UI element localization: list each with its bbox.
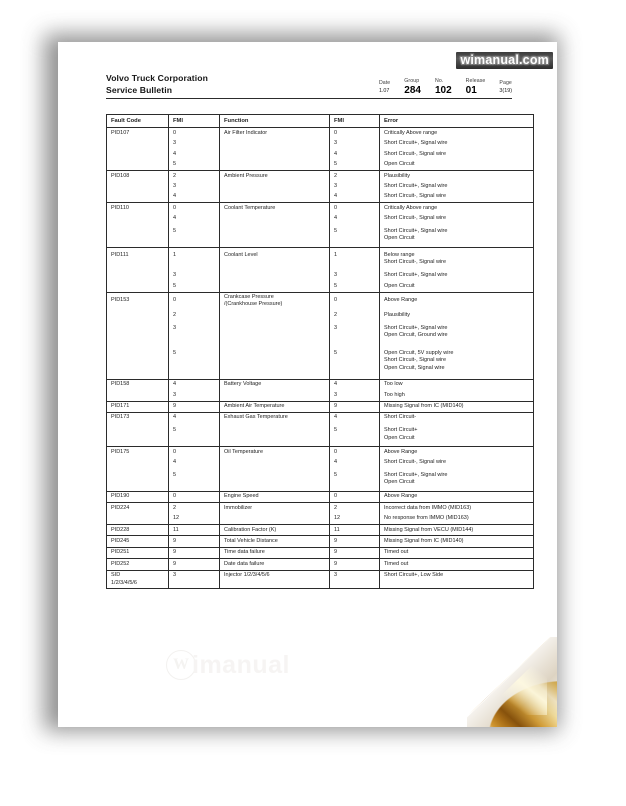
- cell-fault-code: [107, 423, 169, 446]
- cell-fmi-left: 4: [169, 214, 220, 224]
- cell-error-line: Short Circuit+, Low Side: [384, 572, 444, 579]
- cell-fault-code: PID228: [107, 525, 169, 536]
- cell-fmi-left: 3: [169, 271, 220, 281]
- table-row: [107, 310, 534, 320]
- table-row: [107, 149, 534, 159]
- table-row: [107, 423, 534, 446]
- table-row: [107, 214, 534, 224]
- cell-fmi-right: 4: [330, 149, 380, 159]
- cell-error-line: Below range: [384, 251, 415, 258]
- cell-fmi-left: 1: [169, 247, 220, 270]
- cell-error-line: Short Circuit+, Signal wire: [384, 324, 448, 331]
- cell-fmi-left: 0: [169, 128, 220, 139]
- cell-fmi-left: 3: [169, 321, 220, 344]
- cell-fmi-left: 3: [169, 181, 220, 191]
- cell-error-line: Short Circuit+: [384, 427, 418, 434]
- cell-error: [380, 503, 534, 514]
- cell-fault-code: PID171: [107, 401, 169, 412]
- cell-error-line: Open Circuit: [384, 282, 415, 289]
- cell-error: [380, 214, 534, 224]
- meta-label: Page: [499, 80, 512, 86]
- cell-fmi-right: 5: [330, 423, 380, 446]
- cell-error-line: Open Circuit: [384, 161, 415, 168]
- cell-fault-code: PID108: [107, 171, 169, 182]
- table-row: [107, 491, 534, 502]
- cell-fmi-right: 1: [330, 247, 380, 270]
- cell-fmi-right: 3: [330, 139, 380, 149]
- cell-fault-code: [107, 514, 169, 525]
- cell-function: Time data failure: [220, 547, 330, 558]
- cell-error: [380, 247, 534, 270]
- cell-fault-code: [107, 149, 169, 159]
- cell-fmi-left: 9: [169, 401, 220, 412]
- table-row: [107, 503, 534, 514]
- cell-fault-code: [107, 281, 169, 292]
- cell-error: [380, 192, 534, 203]
- cell-fault-code: [107, 310, 169, 320]
- header-meta-release: [466, 78, 486, 96]
- company-name: Volvo Truck Corporation: [106, 73, 208, 83]
- cell-error-line: Missing Signal from IC (MID140): [384, 403, 464, 410]
- cell-fault-code: PID251: [107, 547, 169, 558]
- cell-fmi-left: 9: [169, 547, 220, 558]
- header-divider-rule: [106, 98, 512, 99]
- cell-fault-code: [107, 139, 169, 149]
- cell-error: [380, 390, 534, 401]
- cell-error: [380, 292, 534, 310]
- cell-fmi-right: 0: [330, 491, 380, 502]
- page-curl-body: [467, 637, 557, 727]
- ghost-watermark-text: imanual: [192, 650, 290, 679]
- cell-error: [380, 491, 534, 502]
- cell-error-line: Above Range: [384, 296, 418, 303]
- cell-error-line: Short Circuit-, Signal wire: [384, 150, 447, 157]
- cell-fault-code: PID175: [107, 447, 169, 458]
- header-meta-page: [499, 80, 512, 96]
- table-row: [107, 271, 534, 281]
- table-row: [107, 171, 534, 182]
- cell-error-line: Above Range: [384, 493, 418, 500]
- cell-error-line: Open Circuit: [384, 434, 415, 441]
- cell-fmi-left: 2: [169, 310, 220, 320]
- cell-error: [380, 570, 534, 589]
- cell-fmi-left: 5: [169, 423, 220, 446]
- cell-fault-code-line: 1/2/3/4/5/6: [111, 579, 137, 586]
- cell-fault-code: [107, 458, 169, 468]
- header-meta-fields: [379, 78, 512, 96]
- cell-fmi-right: 12: [330, 514, 380, 525]
- cell-function: [220, 423, 330, 446]
- cell-fmi-right: 9: [330, 547, 380, 558]
- cell-fmi-left: 3: [169, 390, 220, 401]
- fault-code-table: [106, 114, 534, 589]
- page-curl-shadow: [467, 637, 557, 727]
- cell-error-line: Timed out: [384, 549, 409, 556]
- column-header-fmi-right: FMI: [330, 115, 380, 128]
- cell-fmi-right: 2: [330, 171, 380, 182]
- cell-fault-code: [107, 390, 169, 401]
- cell-error: [380, 559, 534, 570]
- cell-error: [380, 514, 534, 525]
- cell-function-line: Crankcase Pressure: [224, 294, 274, 300]
- cell-function: Air Filter Indicator: [220, 128, 330, 139]
- cell-error-line: Critically Above range: [384, 204, 438, 211]
- cell-fmi-right: 4: [330, 458, 380, 468]
- cell-function: Coolant Temperature: [220, 203, 330, 214]
- cell-fmi-left: 4: [169, 458, 220, 468]
- cell-fmi-left: 3: [169, 139, 220, 149]
- cell-fault-code: PID224: [107, 503, 169, 514]
- cell-fmi-left: 5: [169, 224, 220, 247]
- cell-fmi-right: 4: [330, 412, 380, 423]
- site-url-watermark: wimanual.com: [456, 52, 553, 69]
- cell-error: [380, 321, 534, 344]
- meta-label: Release: [465, 78, 486, 84]
- cell-function: Battery Voltage: [220, 379, 330, 390]
- cell-function: [220, 224, 330, 247]
- cell-function: [220, 214, 330, 224]
- cell-function: [220, 181, 330, 191]
- cell-function-line: /(Crankhouse Pressure): [224, 301, 283, 308]
- cell-error: [380, 281, 534, 292]
- cell-error-line: Short Circuit-, Signal wire: [384, 459, 447, 466]
- cell-error: [380, 149, 534, 159]
- table-row: [107, 281, 534, 292]
- cell-fault-code: PID111: [107, 247, 169, 270]
- cell-fmi-left: 5: [169, 468, 220, 491]
- cell-fmi-right: 9: [330, 536, 380, 547]
- document-type: Service Bulletin: [106, 84, 173, 95]
- header-meta-date: [379, 80, 390, 96]
- cell-error: [380, 468, 534, 491]
- table-row: [107, 160, 534, 171]
- cell-fmi-left: 11: [169, 525, 220, 536]
- cell-fmi-left: 0: [169, 491, 220, 502]
- cell-function: Ambient Air Temperature: [220, 401, 330, 412]
- cell-fmi-right: 0: [330, 128, 380, 139]
- meta-value: 1.07: [378, 88, 390, 94]
- cell-error-line: Short Circuit-, Signal wire: [384, 259, 447, 266]
- cell-fmi-right: 5: [330, 468, 380, 491]
- bulletin-title-block: [106, 73, 208, 96]
- cell-fmi-right: 0: [330, 292, 380, 310]
- fault-table-body: [107, 128, 534, 589]
- cell-fault-code: [107, 321, 169, 344]
- header-meta-group: [404, 78, 421, 96]
- cell-fmi-right: 9: [330, 559, 380, 570]
- cell-fmi-left: 2: [169, 171, 220, 182]
- cell-fault-code: [107, 224, 169, 247]
- cell-error: [380, 181, 534, 191]
- table-row: [107, 468, 534, 491]
- cell-error-line: Too low: [384, 381, 403, 388]
- cell-error: [380, 525, 534, 536]
- cell-function: [220, 310, 330, 320]
- cell-error: [380, 458, 534, 468]
- cell-fmi-left: 0: [169, 203, 220, 214]
- table-row: [107, 224, 534, 247]
- cell-function: Immobilizer: [220, 503, 330, 514]
- bulletin-header: [106, 73, 512, 96]
- cell-function: [220, 160, 330, 171]
- cell-fault-code: [107, 468, 169, 491]
- cell-fault-code: [107, 160, 169, 171]
- cell-function: [220, 192, 330, 203]
- cell-function: [220, 344, 330, 380]
- cell-function: [220, 271, 330, 281]
- cell-error: [380, 401, 534, 412]
- cell-fmi-left: 4: [169, 412, 220, 423]
- cell-error-line: Timed out: [384, 560, 409, 567]
- cell-function: [220, 390, 330, 401]
- cell-error-line: Open Circuit, Signal wire: [384, 364, 445, 371]
- cell-fmi-right: 3: [330, 181, 380, 191]
- cell-fmi-left: 4: [169, 192, 220, 203]
- table-row: [107, 447, 534, 458]
- cell-fault-code: PID190: [107, 491, 169, 502]
- table-row: [107, 458, 534, 468]
- cell-fault-code: [107, 192, 169, 203]
- cell-function: [220, 458, 330, 468]
- cell-error-line: No response from IMMO (MID163): [384, 515, 469, 522]
- cell-error: [380, 344, 534, 380]
- cell-error-line: Too high: [384, 391, 405, 398]
- cell-fmi-left: 12: [169, 514, 220, 525]
- cell-fmi-right: 0: [330, 447, 380, 458]
- table-row: [107, 344, 534, 380]
- page-curl-highlight: [481, 651, 547, 715]
- cell-function: Exhaust Gas Temperature: [220, 412, 330, 423]
- cell-error-line: Short Circuit+, Signal wire: [384, 140, 448, 147]
- cell-error: [380, 310, 534, 320]
- cell-error-line: Short Circuit+, Signal wire: [384, 182, 448, 189]
- cell-error-line: Short Circuit-, Signal wire: [384, 193, 447, 200]
- cell-error-line: Plausibility: [384, 172, 410, 179]
- meta-value: 284: [404, 85, 421, 96]
- cell-fmi-left: 5: [169, 160, 220, 171]
- table-row: [107, 139, 534, 149]
- cell-fault-code: [107, 344, 169, 380]
- cell-error-line: Critically Above range: [384, 129, 438, 136]
- page-curl-decoration: [467, 637, 557, 727]
- cell-fault-code: PID252: [107, 559, 169, 570]
- meta-value: 102: [434, 85, 452, 96]
- meta-value: 3(19): [499, 88, 512, 94]
- document-page: [58, 42, 557, 727]
- cell-error: [380, 128, 534, 139]
- cell-function: Date data failure: [220, 559, 330, 570]
- column-header-function: Function: [220, 115, 330, 128]
- table-row: [107, 514, 534, 525]
- cell-fmi-left: 5: [169, 344, 220, 380]
- cell-error: [380, 171, 534, 182]
- cell-function: Calibration Factor (K): [220, 525, 330, 536]
- cell-fault-code: [107, 181, 169, 191]
- cell-function: [220, 292, 330, 310]
- cell-fmi-right: 4: [330, 192, 380, 203]
- cell-fmi-right: 3: [330, 390, 380, 401]
- ghost-watermark-initial: W: [166, 650, 196, 680]
- column-header-error: Error: [380, 115, 534, 128]
- meta-label: Date: [378, 80, 391, 86]
- cell-error-line: Short Circuit-: [384, 414, 417, 421]
- cell-error-line: Plausibility: [384, 311, 410, 318]
- cell-fmi-left: 0: [169, 292, 220, 310]
- table-row: [107, 203, 534, 214]
- cell-error: [380, 271, 534, 281]
- cell-error-line: Open Circuit: [384, 235, 415, 242]
- table-row: [107, 379, 534, 390]
- table-row: [107, 181, 534, 191]
- meta-label: No.: [434, 78, 444, 84]
- cell-function: [220, 139, 330, 149]
- cell-fmi-right: 5: [330, 344, 380, 380]
- cell-fault-code: PID110: [107, 203, 169, 214]
- cell-fmi-right: 5: [330, 160, 380, 171]
- cell-error-line: Short Circuit+, Signal wire: [384, 272, 448, 279]
- cell-error-line: Short Circuit+, Signal wire: [384, 472, 448, 478]
- cell-fmi-left: 4: [169, 379, 220, 390]
- cell-fmi-right: 5: [330, 281, 380, 292]
- table-row: [107, 412, 534, 423]
- table-row: [107, 292, 534, 310]
- table-row: [107, 570, 534, 589]
- cell-error: [380, 447, 534, 458]
- table-row: [107, 247, 534, 270]
- column-header-fault-code: Fault Code: [107, 115, 169, 128]
- meta-label: Group: [404, 78, 420, 84]
- cell-error-line: Short Circuit-, Signal wire: [384, 215, 447, 222]
- cell-fmi-left: 2: [169, 503, 220, 514]
- table-row: [107, 536, 534, 547]
- cell-error: [380, 379, 534, 390]
- cell-fmi-right: 5: [330, 224, 380, 247]
- cell-fault-code: PID107: [107, 128, 169, 139]
- cell-function: [220, 321, 330, 344]
- cell-error: [380, 224, 534, 247]
- cell-error-line: Missing Signal from VECU (MID144): [384, 526, 474, 533]
- cell-fmi-right: 4: [330, 379, 380, 390]
- cell-error: [380, 203, 534, 214]
- wimanual-ghost-watermark: [166, 650, 290, 680]
- cell-fault-code: PID245: [107, 536, 169, 547]
- cell-function: Engine Speed: [220, 491, 330, 502]
- cell-function: Total Vehicle Distance: [220, 536, 330, 547]
- table-header-row: [107, 115, 534, 128]
- cell-error-line: Open Circuit: [384, 479, 415, 486]
- cell-error-line: Above Range: [384, 448, 418, 455]
- column-header-fmi-left: FMI: [169, 115, 220, 128]
- table-row: [107, 390, 534, 401]
- cell-fmi-right: 0: [330, 203, 380, 214]
- cell-function: Coolant Level: [220, 247, 330, 270]
- table-row: [107, 401, 534, 412]
- cell-fmi-left: 3: [169, 570, 220, 589]
- table-row: [107, 559, 534, 570]
- cell-fault-code: PID158: [107, 379, 169, 390]
- cell-error: [380, 536, 534, 547]
- cell-fmi-right: 3: [330, 321, 380, 344]
- cell-error: [380, 139, 534, 149]
- table-row: [107, 321, 534, 344]
- cell-fault-code: [107, 570, 169, 589]
- cell-fmi-right: 3: [330, 570, 380, 589]
- cell-error: [380, 547, 534, 558]
- cell-fault-code: [107, 271, 169, 281]
- cell-fault-code: PID173: [107, 412, 169, 423]
- table-row: [107, 128, 534, 139]
- table-row: [107, 192, 534, 203]
- cell-fmi-left: 9: [169, 536, 220, 547]
- cell-function: [220, 149, 330, 159]
- cell-function: [220, 514, 330, 525]
- table-row: [107, 525, 534, 536]
- cell-error-line: Short Circuit-, Signal wire: [384, 357, 447, 364]
- cell-error-line: Missing Signal from IC (MID140): [384, 537, 464, 544]
- cell-fmi-left: 0: [169, 447, 220, 458]
- cell-error-line: Short Circuit+, Signal wire: [384, 228, 448, 235]
- cell-fmi-right: 11: [330, 525, 380, 536]
- cell-fmi-right: 4: [330, 214, 380, 224]
- cell-fault-code: [107, 214, 169, 224]
- cell-fmi-right: 3: [330, 271, 380, 281]
- cell-fmi-right: 2: [330, 503, 380, 514]
- table-row: [107, 547, 534, 558]
- cell-error: [380, 160, 534, 171]
- cell-fmi-left: 9: [169, 559, 220, 570]
- cell-function: [220, 468, 330, 491]
- header-meta-no: [435, 78, 452, 96]
- cell-fmi-right: 2: [330, 310, 380, 320]
- cell-error-line: Incorrect data from IMMO (MID163): [384, 504, 472, 511]
- cell-error-line: Open Circuit, 5V supply wire: [384, 350, 454, 357]
- meta-value: 01: [465, 85, 477, 96]
- cell-fmi-left: 5: [169, 281, 220, 292]
- cell-function: Ambient Pressure: [220, 171, 330, 182]
- cell-fmi-right: 9: [330, 401, 380, 412]
- cell-function: Injector 1/2/3/4/5/6: [220, 570, 330, 589]
- cell-error: [380, 412, 534, 423]
- cell-fault-code-line: SID: [111, 572, 121, 579]
- cell-error: [380, 423, 534, 446]
- cell-function: Oil Temperature: [220, 447, 330, 458]
- cell-function: [220, 281, 330, 292]
- cell-error-line: Open Circuit, Ground wire: [384, 332, 448, 339]
- cell-fault-code: PID153: [107, 292, 169, 310]
- cell-fmi-left: 4: [169, 149, 220, 159]
